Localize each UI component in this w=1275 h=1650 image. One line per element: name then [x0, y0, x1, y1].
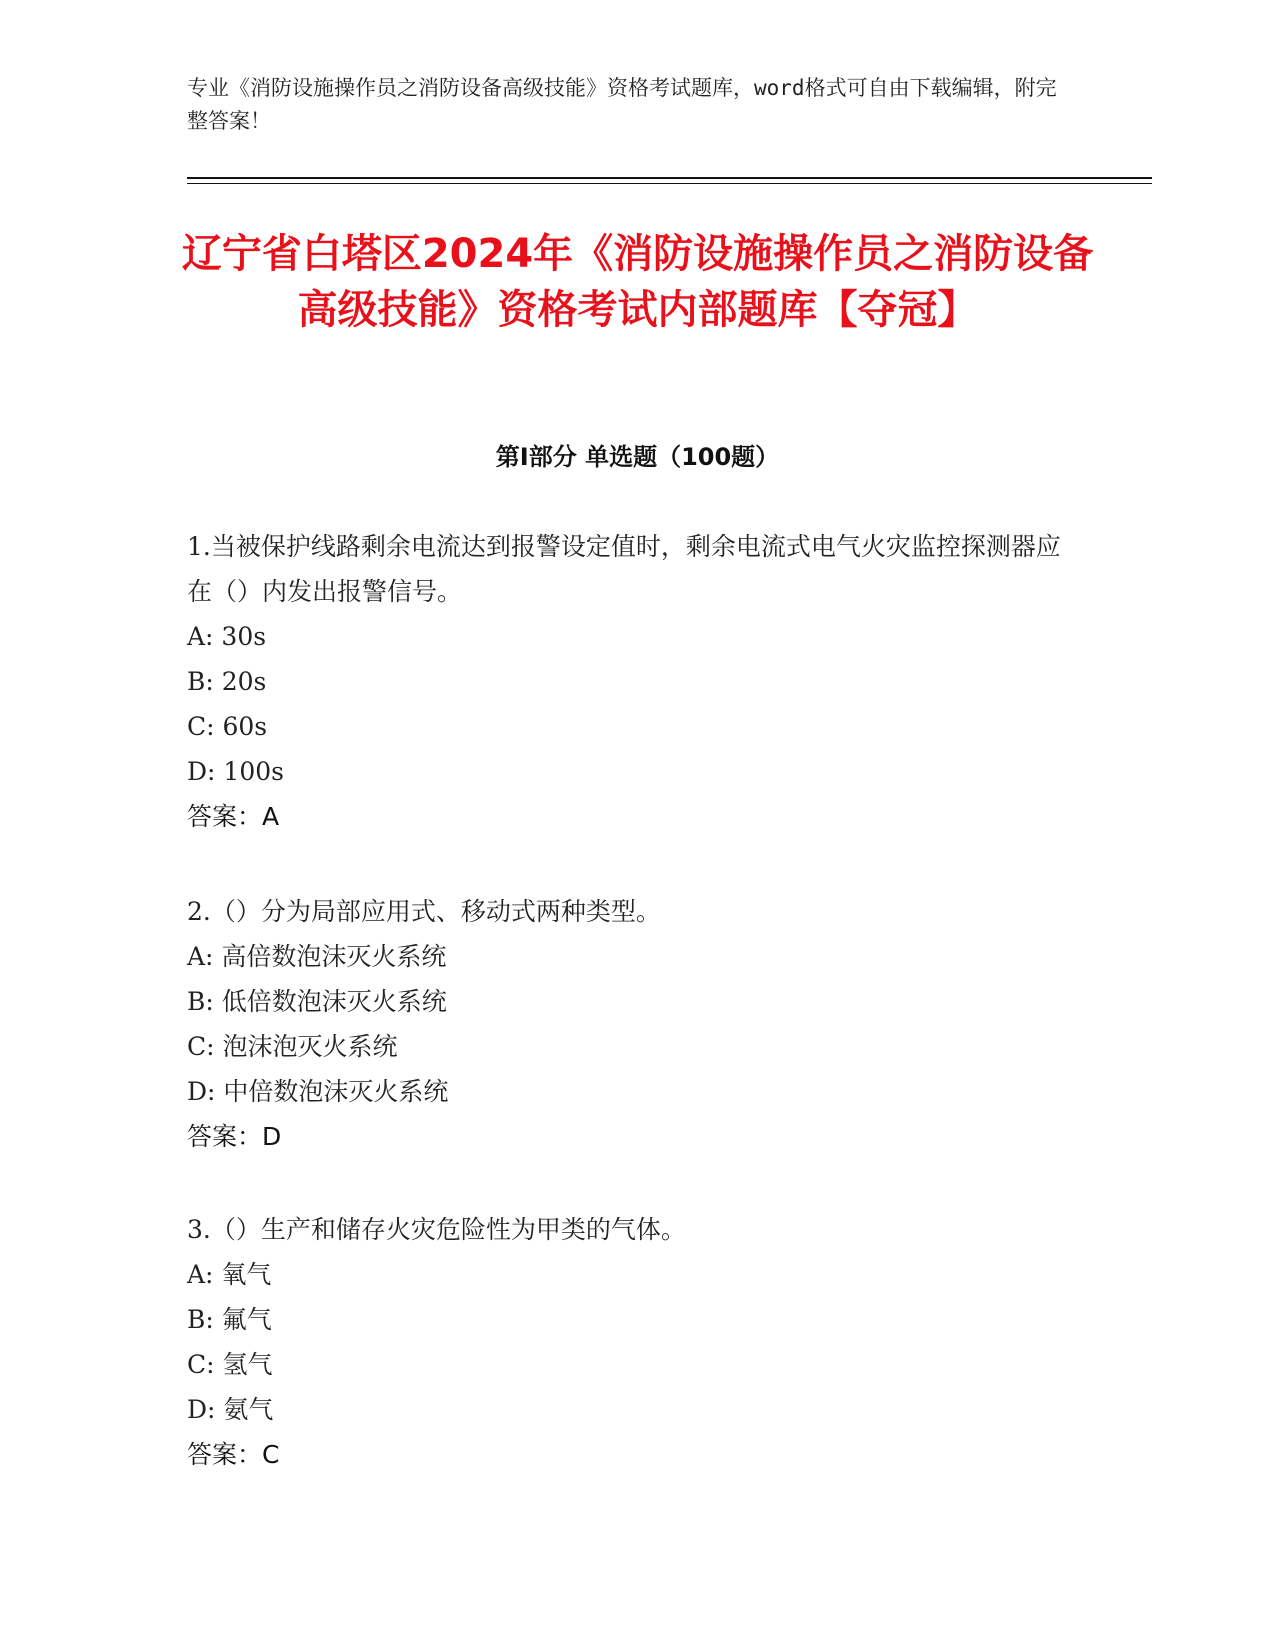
- intro-text: 专业《消防设施操作员之消防设备高级技能》资格考试题库，word格式可自由下载编辑，附完整答案！: [187, 76, 1057, 133]
- option-d: D: 氨气: [187, 1395, 274, 1424]
- option-d: D: 中倍数泡沫灭火系统: [187, 1077, 449, 1106]
- question-3: [187, 1207, 1067, 1477]
- section-heading: 第I部分 单选题（100题）: [495, 443, 780, 471]
- option-b: B: 氟气: [187, 1305, 272, 1334]
- option-c: C: 泡沫泡灭火系统: [187, 1032, 398, 1061]
- question-stem: 3.（）生产和储存火灾危险性为甲类的气体。: [187, 1215, 686, 1244]
- question-2: [187, 889, 1067, 1159]
- option-a: A: 氧气: [187, 1260, 272, 1289]
- header-divider-thick: [187, 177, 1152, 179]
- option-c: C: 氢气: [187, 1350, 273, 1379]
- answer-line: 答案：C: [187, 1440, 280, 1469]
- option-b: B: 20s: [187, 667, 267, 696]
- document-title: 辽宁省白塔区2024年《消防设施操作员之消防设备高级技能》资格考试内部题库【夺冠】: [181, 231, 1094, 333]
- option-c: C: 60s: [187, 712, 268, 741]
- answer-line: 答案：A: [187, 802, 280, 831]
- question-1: [187, 524, 1067, 839]
- header-divider-thin: [187, 183, 1152, 184]
- question-stem: 2.（）分为局部应用式、移动式两种类型。: [187, 897, 661, 926]
- option-b: B: 低倍数泡沫灭火系统: [187, 987, 447, 1016]
- question-stem: 1.当被保护线路剩余电流达到报警设定值时，剩余电流式电气火灾监控探测器应在（）内发出报警信号。: [187, 532, 1061, 606]
- answer-line: 答案：D: [187, 1122, 282, 1151]
- option-a: A: 30s: [187, 622, 267, 651]
- option-a: A: 高倍数泡沫灭火系统: [187, 942, 447, 971]
- option-d: D: 100s: [187, 757, 284, 786]
